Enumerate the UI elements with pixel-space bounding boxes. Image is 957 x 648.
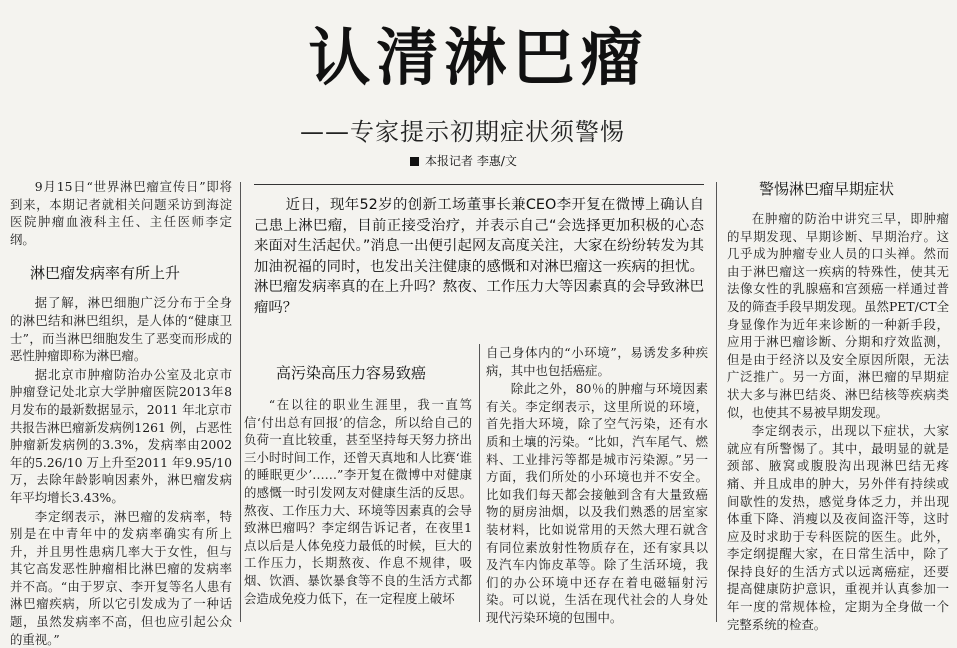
column-1	[10, 178, 232, 648]
column-3	[486, 344, 708, 627]
byline-text: 本报记者 李惠/文	[425, 154, 517, 168]
column-divider	[716, 182, 717, 622]
section-heading-pollution: 高污染高压力容易致癌	[276, 362, 472, 384]
column-4	[727, 178, 949, 633]
paragraph: 据了解，淋巴细胞广泛分布于全身的淋巴结和淋巴组织，是人体的“健康卫士”，而当淋巴细胞发生了恶变而形成的恶性肿瘤即称为淋巴瘤。	[10, 294, 232, 364]
paragraph: 李定纲表示，淋巴瘤的发病率，特别是在中青年中的发病率确实有所上升，并且男性患病几率大于女性，但与其它高发恶性肿瘤相比淋巴瘤的发病率并不高。“由于罗京、李开复等名人患有淋巴瘤疾病，所以它引发成为了一种话题，虽然发病率不高，但也应引起公众的重视。”	[10, 508, 232, 648]
paragraph: 李定纲表示，出现以下症状，大家就应有所警惕了。其中，最明显的就是颈部、腋窝或腹股沟出现淋巴结无疼痛、并且成串的肿大，另外伴有持续或间歇性的发热，感觉身体乏力，并出现体重下降、消瘦以及夜间盗汗等，这时应及时求助于专科医院的医生。此外，李定纲提醒大家，在日常生活中，除了保持良好的生活方式以远离癌症，还要提高健康防护意识，重视并认真参加一年一度的常规体检，定期为全身做一个完整系统的检查。	[727, 422, 949, 633]
intro-paragraph: 9月15日“世界淋巴瘤宣传日”即将到来，本期记者就相关问题采访到海淀医院肿瘤血液科主任、主任医师李定纲。	[10, 178, 232, 248]
column-divider	[479, 344, 480, 622]
section-heading-symptoms: 警惕淋巴瘤早期症状	[759, 178, 949, 200]
section-heading-incidence: 淋巴瘤发病率有所上升	[30, 262, 232, 284]
column-divider	[240, 182, 241, 622]
paragraph: “在以往的职业生涯里，我一直笃信‘付出总有回报’的信念，所以给自己的负荷一直比较重，甚至坚持每天努力挤出三小时时间工作，还曾天真地和人比赛‘谁的睡眠更少’……”李开复在微博中对健康的感慨一时引发网友对健康生活的反思。熬夜、工作压力大、环境等因素真的会导致淋巴瘤吗？李定纲告诉记者，在夜里1点以后是人体免疫力最低的时候，巨大的工作压力，长期熬夜、作息不规律，吸烟、饮酒、暴饮暴食等不良的生活方式都会造成免疫力低下，在一定程度上破坏	[244, 396, 472, 607]
paragraph: 除此之外，80％的肿瘤与环境因素有关。李定纲表示，这里所说的环境，首先指大环境，除了空气污染，还有水质和土壤的污染。“比如，汽车尾气、燃料、工业排污等都是城市污染源。”另一方面，我们所处的小环境也并不安全。比如我们每天都会接触到含有大量致癌物的厨房油烟，以及我们熟悉的居室家装材料，比如说常用的天然大理石就含有同位素放射性物质存在，还有家具以及汽车内饰皮革等。除了生活环境，我们的办公环境中还存在着电磁辐射污染。可以说，生活在现代社会的人身处现代污染环境的包围中。	[486, 380, 708, 626]
lead-paragraph: 近日，现年52岁的创新工场董事长兼CEO李开复在微博上确认自己患上淋巴瘤，目前正接受治疗，并表示自己“会选择更加积极的心态来面对生活起伏。”消息一出便引起网友高度关注，大家在纷纷转发为其加油祝福的同时，也发出关注健康的感慨和对淋巴瘤这一疾病的担忧。淋巴瘤发病率真的在上升吗？熬夜、工作压力大等因素真的会导致淋巴瘤吗？	[254, 195, 704, 318]
lead-box	[254, 184, 704, 320]
headline: 认清淋巴瘤	[0, 22, 957, 94]
paragraph: 自己身体内的“小环境”，易诱发多种疾病，其中也包括癌症。	[486, 344, 708, 379]
square-bullet-icon	[410, 157, 419, 166]
subheadline: ——专家提示初期症状须警惕	[300, 112, 700, 147]
column-2	[244, 362, 472, 607]
paragraph: 据北京市肿瘤防治办公室及北京市肿瘤登记处北京大学肿瘤医院2013年8月发布的最新数据显示，2011 年北京市共报告淋巴瘤新发病例1261 例，占恶性肿瘤新发病例的3.3%，发病率由2002 年的5.26/10 万上升至2011 年9.95/10万，去除年龄影响因素外，淋巴瘤发病年平均增长3.43%。	[10, 366, 232, 507]
paragraph: 在肿瘤的防治中讲究三早，即肿瘤的早期发现、早期诊断、早期治疗。这几乎成为肿瘤专业人员的口头禅。然而由于淋巴瘤这一疾病的特殊性，使其无法像女性的乳腺癌和宫颈癌一样通过普及的筛查手段早期发现。虽然PET/CT全身显像作为近年来诊断的一种新手段，应用于淋巴瘤诊断、分期和疗效监测，但是由于经济以及安全原因所限，无法广泛推广。另一方面，淋巴瘤的早期症状大多与淋巴结炎、淋巴结核等疾病类似，也使其不易被早期发现。	[727, 210, 949, 421]
byline	[410, 152, 517, 169]
